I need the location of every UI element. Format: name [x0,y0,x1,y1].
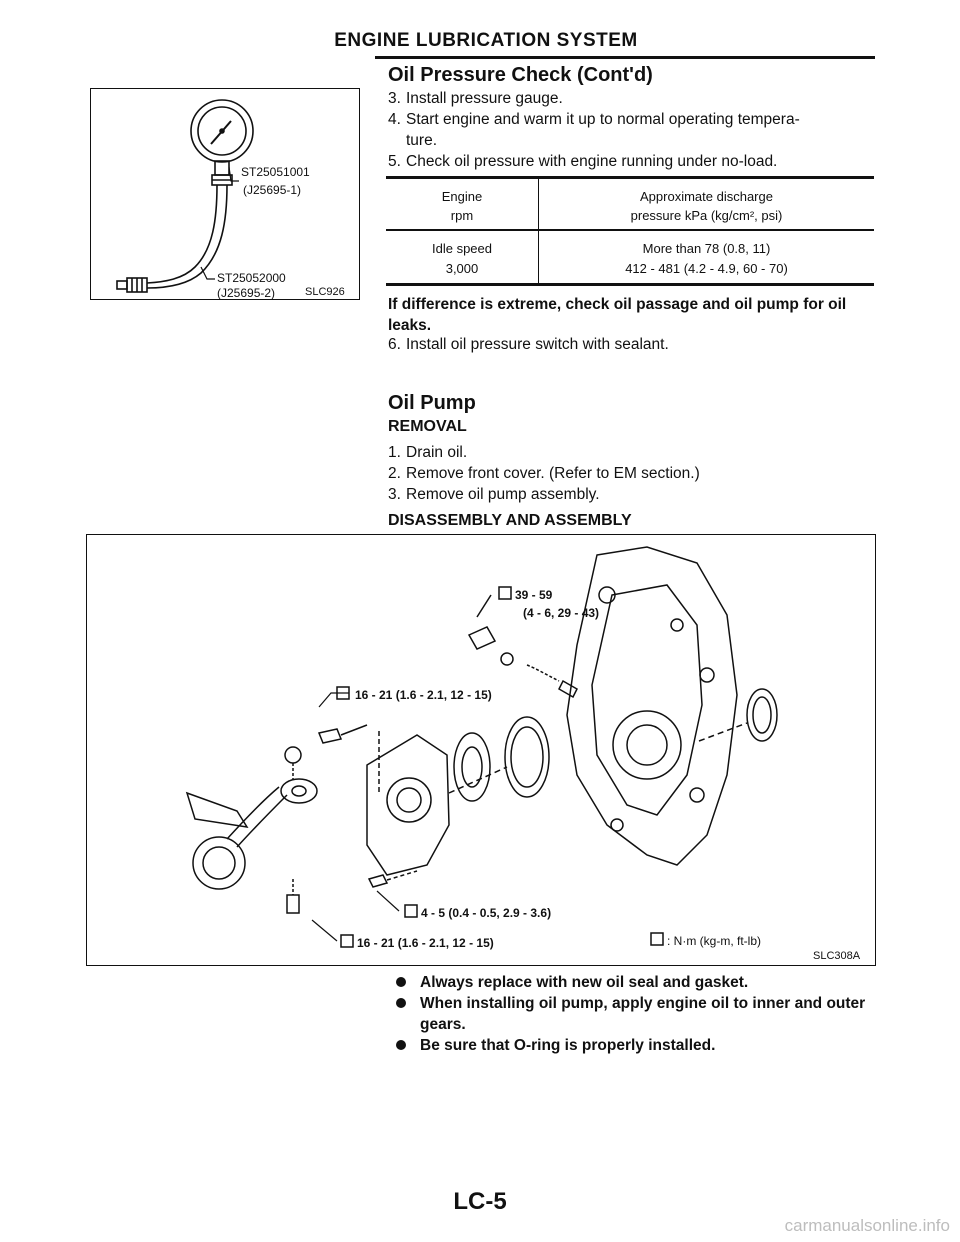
pressure-gauge-figure [90,88,360,300]
oil-pump-heading: Oil Pump [388,392,476,414]
bullet-icon [396,998,406,1008]
watermark: carmanualsonline.info [784,1216,950,1235]
note-item: Always replace with new oil seal and gasket. [394,972,880,993]
torque-pump-bolt: 16 - 21 (1.6 - 2.1, 12 - 15) [355,688,492,702]
pressure-idle: More than 78 (0.8, 11) [642,240,771,256]
step-3: 3. Install pressure gauge. [388,90,563,107]
col2-header-l2: pressure kPa (kg/cm², psi) [630,208,783,223]
tool1-alt-label: (J25695-1) [243,183,302,197]
torque-relief-valve: 39 - 59 [515,588,553,602]
figure2-code: SLC308A [813,950,861,962]
torque-legend: : N·m (kg-m, ft-lb) [667,934,761,948]
note-item: Be sure that O-ring is properly installed. [394,1035,880,1056]
tool1-part-label: ST25051001 [241,165,310,179]
torque-small-screw: 4 - 5 (0.4 - 0.5, 2.9 - 3.6) [421,906,552,920]
bullet-icon [396,977,406,987]
removal-steps: 1. Drain oil. 2. Remove front cover. (Refer to EM section.) 3. Remove oil pump assembly. [388,444,700,503]
torque-relief-valve-alt: (4 - 6, 29 - 43) [523,606,600,620]
header-rule [375,56,875,59]
tool2-alt-label: (J25695-2) [217,286,276,299]
extreme-difference-warning: If difference is extreme, check oil passage and oil pump for oil leaks. [388,296,847,334]
col1-header-l1: Engine [441,189,483,204]
rpm-idle: Idle speed [432,240,492,256]
step-5: 5. Check oil pressure with engine running under no-load. [388,153,778,170]
notes-list [394,972,880,1056]
step-6: 6. Install oil pressure switch with sealant. [388,336,669,353]
col1-header-l2: rpm [450,208,474,223]
section-title: ENGINE LUBRICATION SYSTEM [334,30,638,51]
oil-pressure-steps [388,88,880,172]
bullet-icon [396,1040,406,1050]
oil-pump-exploded-figure [86,534,876,966]
pressure-3000: 412 - 481 (4.2 - 4.9, 60 - 70) [625,260,788,276]
figure1-code: SLC926 [305,286,345,298]
disassembly-heading: DISASSEMBLY AND ASSEMBLY [388,512,632,529]
tool2-part-label: ST25052000 [217,271,286,285]
torque-strainer-bolt: 16 - 21 (1.6 - 2.1, 12 - 15) [357,936,494,950]
step-4: 4. Start engine and warm it up to normal operating tempera- ture. [388,111,800,149]
col2-header-l1: Approximate discharge [640,189,773,204]
oil-pressure-heading: Oil Pressure Check (Cont'd) [388,64,653,86]
table-row [386,231,874,283]
removal-heading: REMOVAL [388,418,467,435]
rpm-3000: 3,000 [445,260,479,276]
table-header-row [386,179,874,229]
note-item: When installing oil pump, apply engine oil to inner and outer gears. [394,993,880,1035]
pressure-table [386,176,874,286]
page-number: LC-5 [453,1188,507,1215]
